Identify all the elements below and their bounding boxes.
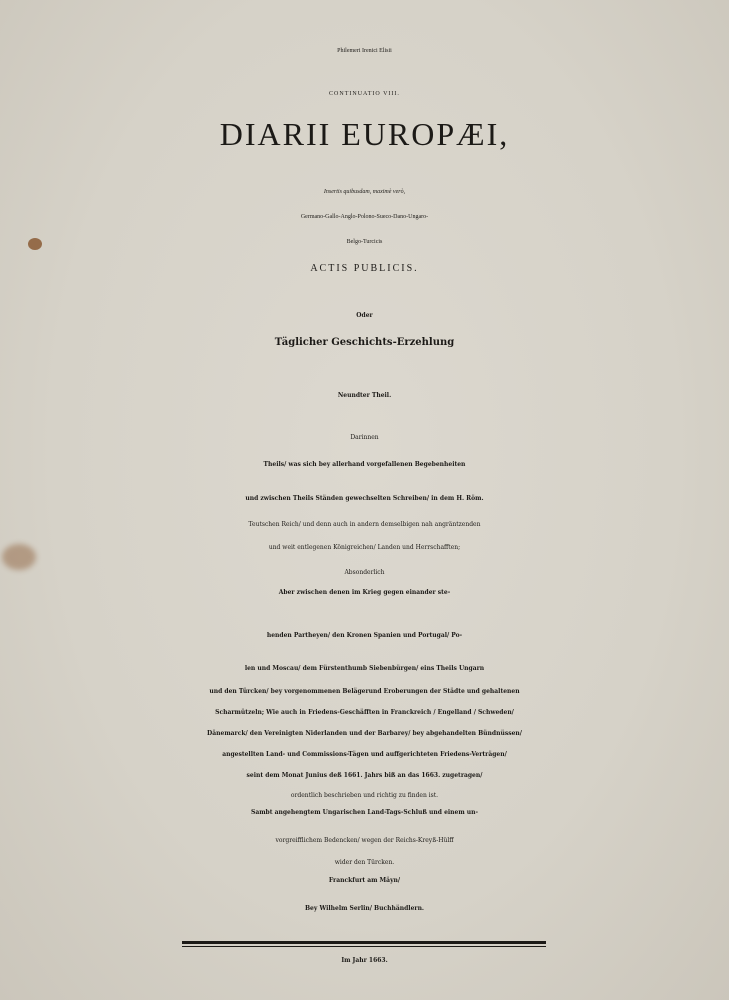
nations-line-2: Belgo-Turcicis [346, 239, 383, 245]
part-line: Neundter Theil. [337, 392, 392, 399]
body-line: henden Partheyen/ den Kronen Spanien und Portugal/ Po- [266, 632, 463, 639]
divider-rule [182, 941, 546, 944]
absonderlich-line: Absonderlich [344, 569, 385, 576]
continuatio-line: CONTINUATIO VIII. [329, 91, 400, 97]
body-line: seint dem Monat Junius deß 1661. Jahrs biß an das 1663. zugetragen/ [246, 772, 483, 779]
author-name: Philemeri Irenici Elisii [337, 48, 392, 54]
body-line: Aber zwischen denen im Krieg gegen einander ste- [278, 589, 451, 596]
imprint-publisher: Bey Wilhelm Serlin/ Buchhändlern. [304, 905, 425, 912]
body-line: wider den Türcken. [334, 859, 395, 866]
oder-line: Oder [356, 312, 373, 319]
body-line: Scharmützeln; Wie auch in Friedens-Geschäfften in Franckreich / Engelland / Schweden/ [215, 709, 514, 716]
subtitle-latin: Insertis quibusdam, maximè verò, [323, 189, 406, 195]
actis-publicis: ACTIS PUBLICIS. [310, 263, 419, 274]
body-line: angestellten Land- und Commissions-Tägen und auffgerichteten Friedens-Verträgen/ [222, 751, 507, 758]
body-line: und den Türcken/ bey vorgenommenen Belägerund Eroberungen der Städte und gehaltenen [209, 688, 520, 695]
body-line: Dänemarck/ den Vereinigten Niderlanden und der Barbarey/ bey abgehandelten Bündnüssen/ [207, 730, 522, 737]
divider-rule [182, 946, 546, 947]
imprint-year: Im Jahr 1663. [341, 957, 388, 964]
nations-line-1: Germano-Gallo-Anglo-Polono-Sueco-Dano-Ungaro- [300, 214, 429, 220]
body-line: Sambt angehengtem Ungarischen Land-Tags-Schluß und einem un- [250, 809, 478, 816]
body-line: und zwischen Theils Ständen gewechselten Schreiben/ in dem H. Röm. [245, 495, 484, 502]
body-line: und weit entlegenen Königreichen/ Landen und Herrschafften; [268, 544, 461, 551]
german-title: Täglicher Geschichts-Erzehlung [274, 337, 455, 348]
body-line: ordentlich beschrieben und richtig zu finden ist. [290, 792, 439, 799]
body-line: Theils/ was sich bey allerhand vorgefallenen Begebenheiten [263, 461, 466, 468]
body-line: vorgreifflichem Bedencken/ wegen der Reichs-Kreyß-Hülff [275, 837, 454, 844]
body-line: len und Moscau/ dem Fürstenthumb Siebenbürgen/ eins Theils Ungarn [244, 665, 485, 672]
main-title: DIARII EUROPÆI, [219, 116, 510, 152]
imprint-place: Franckfurt am Mäyn/ [328, 877, 401, 884]
body-line: Teutschen Reich/ und denn auch in andern demselbigen nah angräntzenden [248, 521, 481, 528]
darinnen-line: Darinnen [350, 434, 379, 441]
